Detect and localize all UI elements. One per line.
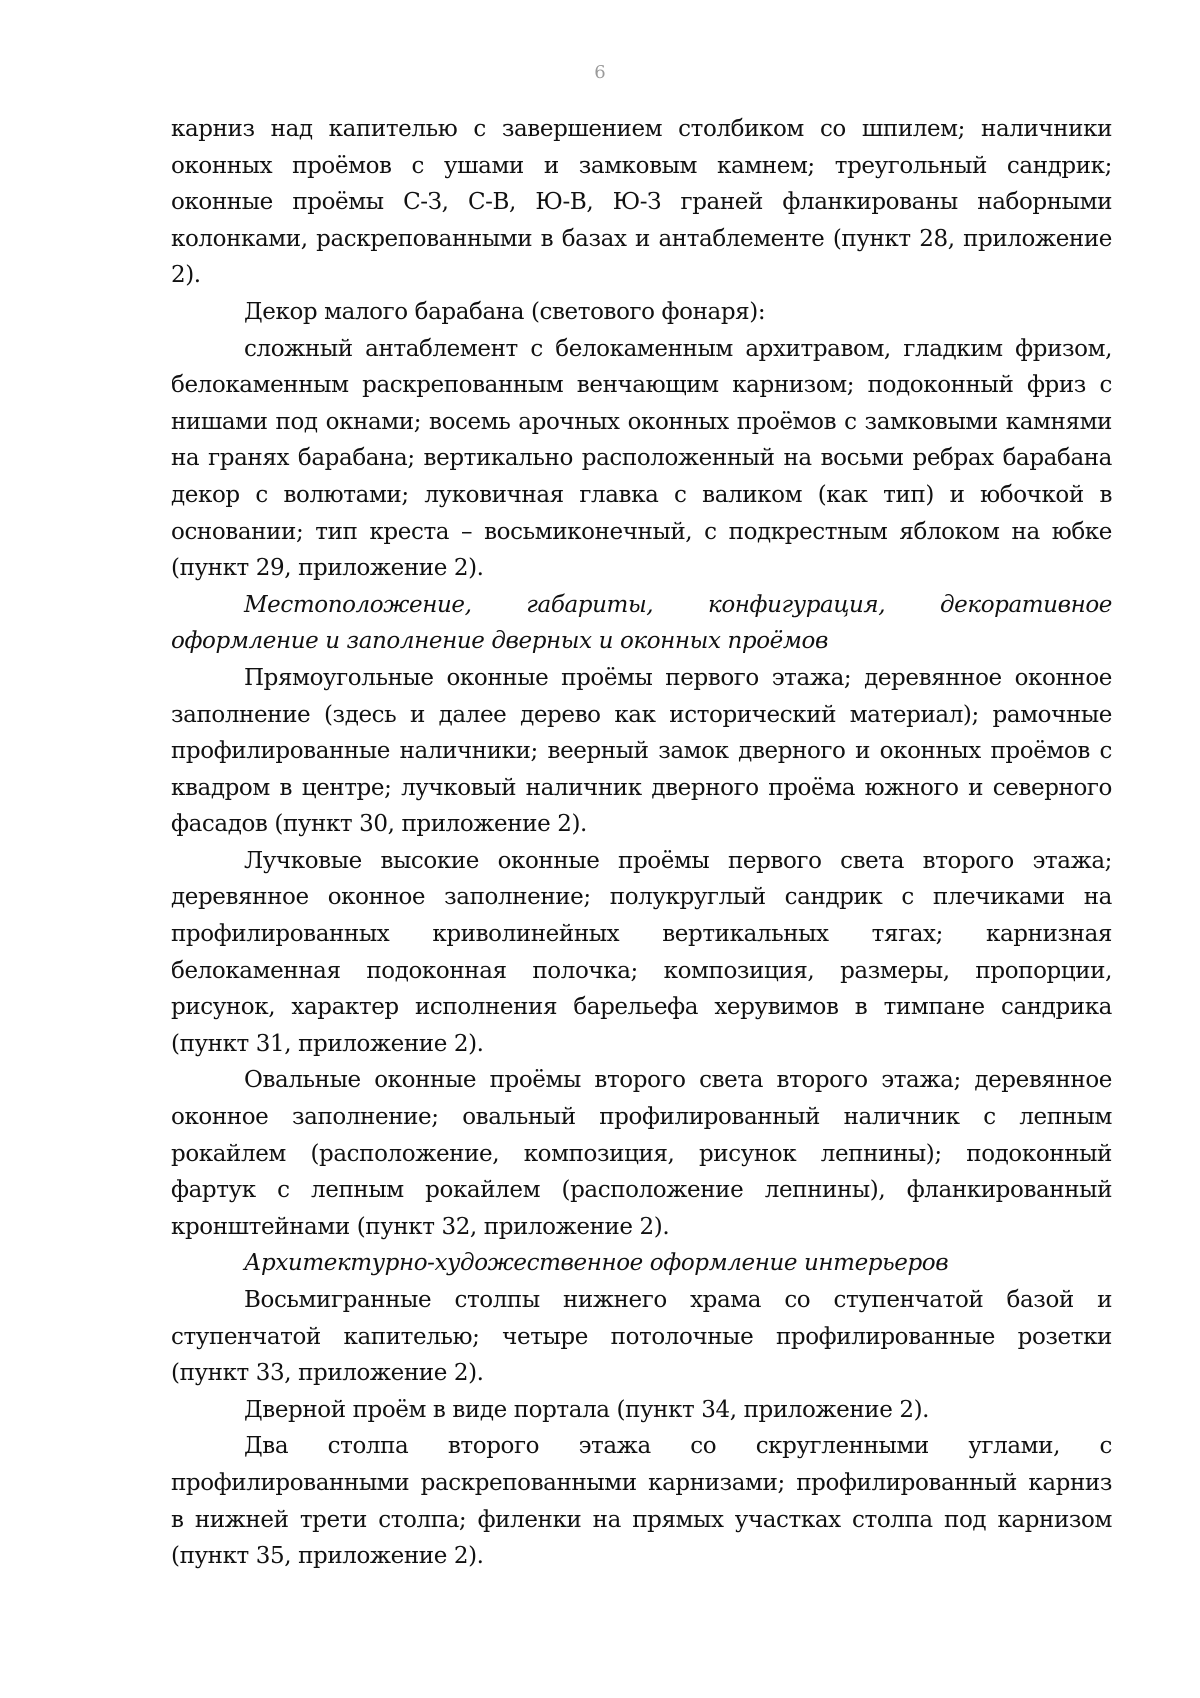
- paragraph-first-floor-windows: Прямоугольные оконные проёмы первого этажа; деревянное оконное заполнение (здесь и далее дерево как исторический материал); рамочные профилированные наличники; веерный замок дверного и оконных проёмов с квадром в центре; лучковый наличник дверного проёма южного и северного фасадов (пункт 30, приложение 2).: [171, 664, 1112, 838]
- section-heading-interiors: Архитектурно-художественное оформление интерьеров: [244, 1250, 949, 1277]
- section-heading-openings: Местоположение, габариты, конфигурация, декоративное оформление и заполнение дверных и оконных проёмов: [171, 591, 1112, 655]
- document-body: [171, 111, 1112, 1575]
- paragraph-second-floor-pillars: Два столпа второго этажа со скругленными углами, с профилированными раскрепованными карнизами; профилированный карниз в нижней трети столпа; филенки на прямых участках столпа под карнизом (пункт 35, приложение 2).: [171, 1433, 1112, 1570]
- paragraph-small-drum-decor: сложный антаблемент с белокаменным архитравом, гладким фризом, белокаменным раскрепованным венчающим карнизом; подоконный фриз с нишами под окнами; восемь арочных оконных проёмов с замковыми камнями на гранях барабана; вертикально расположенный на восьми ребрах барабана декор с волютами; луковичная главка с валиком (как тип) и юбочкой в основании; тип креста – восьмиконечный, с подкрестным яблоком на юбке (пункт 29, приложение 2).: [171, 335, 1112, 582]
- paragraph-door-portal: Дверной проём в виде портала (пункт 34, приложение 2).: [244, 1396, 930, 1423]
- paragraph-second-floor-first-light: Лучковые высокие оконные проёмы первого света второго этажа; деревянное оконное заполнение; полукруглый сандрик с плечиками на профилированных криволинейных вертикальных тягах; карнизная белокаменная подоконная полочка; композиция, размеры, пропорции, рисунок, характер исполнения барельефа херувимов в тимпане сандрика (пункт 31, приложение 2).: [171, 847, 1112, 1057]
- paragraph-octagonal-pillars: Восьмигранные столпы нижнего храма со ступенчатой базой и ступенчатой капителью; четыре потолочные профилированные розетки (пункт 33, приложение 2).: [171, 1287, 1112, 1387]
- page-number: 6: [594, 62, 606, 83]
- paragraph-second-floor-oval-windows: Овальные оконные проёмы второго света второго этажа; деревянное оконное заполнение; овальный профилированный наличник с лепным рокайлем (расположение, композиция, рисунок лепнины); подоконный фартук с лепным рокайлем (расположение лепнины), фланкированный кронштейнами (пункт 32, приложение 2).: [171, 1067, 1112, 1240]
- paragraph-small-drum-heading: Декор малого барабана (светового фонаря):: [244, 298, 766, 325]
- paragraph-continuation: карниз над капителью с завершением столбиком со шпилем; наличники оконных проёмов с ушами и замковым камнем; треугольный сандрик; оконные проёмы С-З, С-В, Ю-В, Ю-З граней фланкированы наборными колонками, раскрепованными в базах и антаблементе (пункт 28, приложение 2).: [171, 116, 1112, 289]
